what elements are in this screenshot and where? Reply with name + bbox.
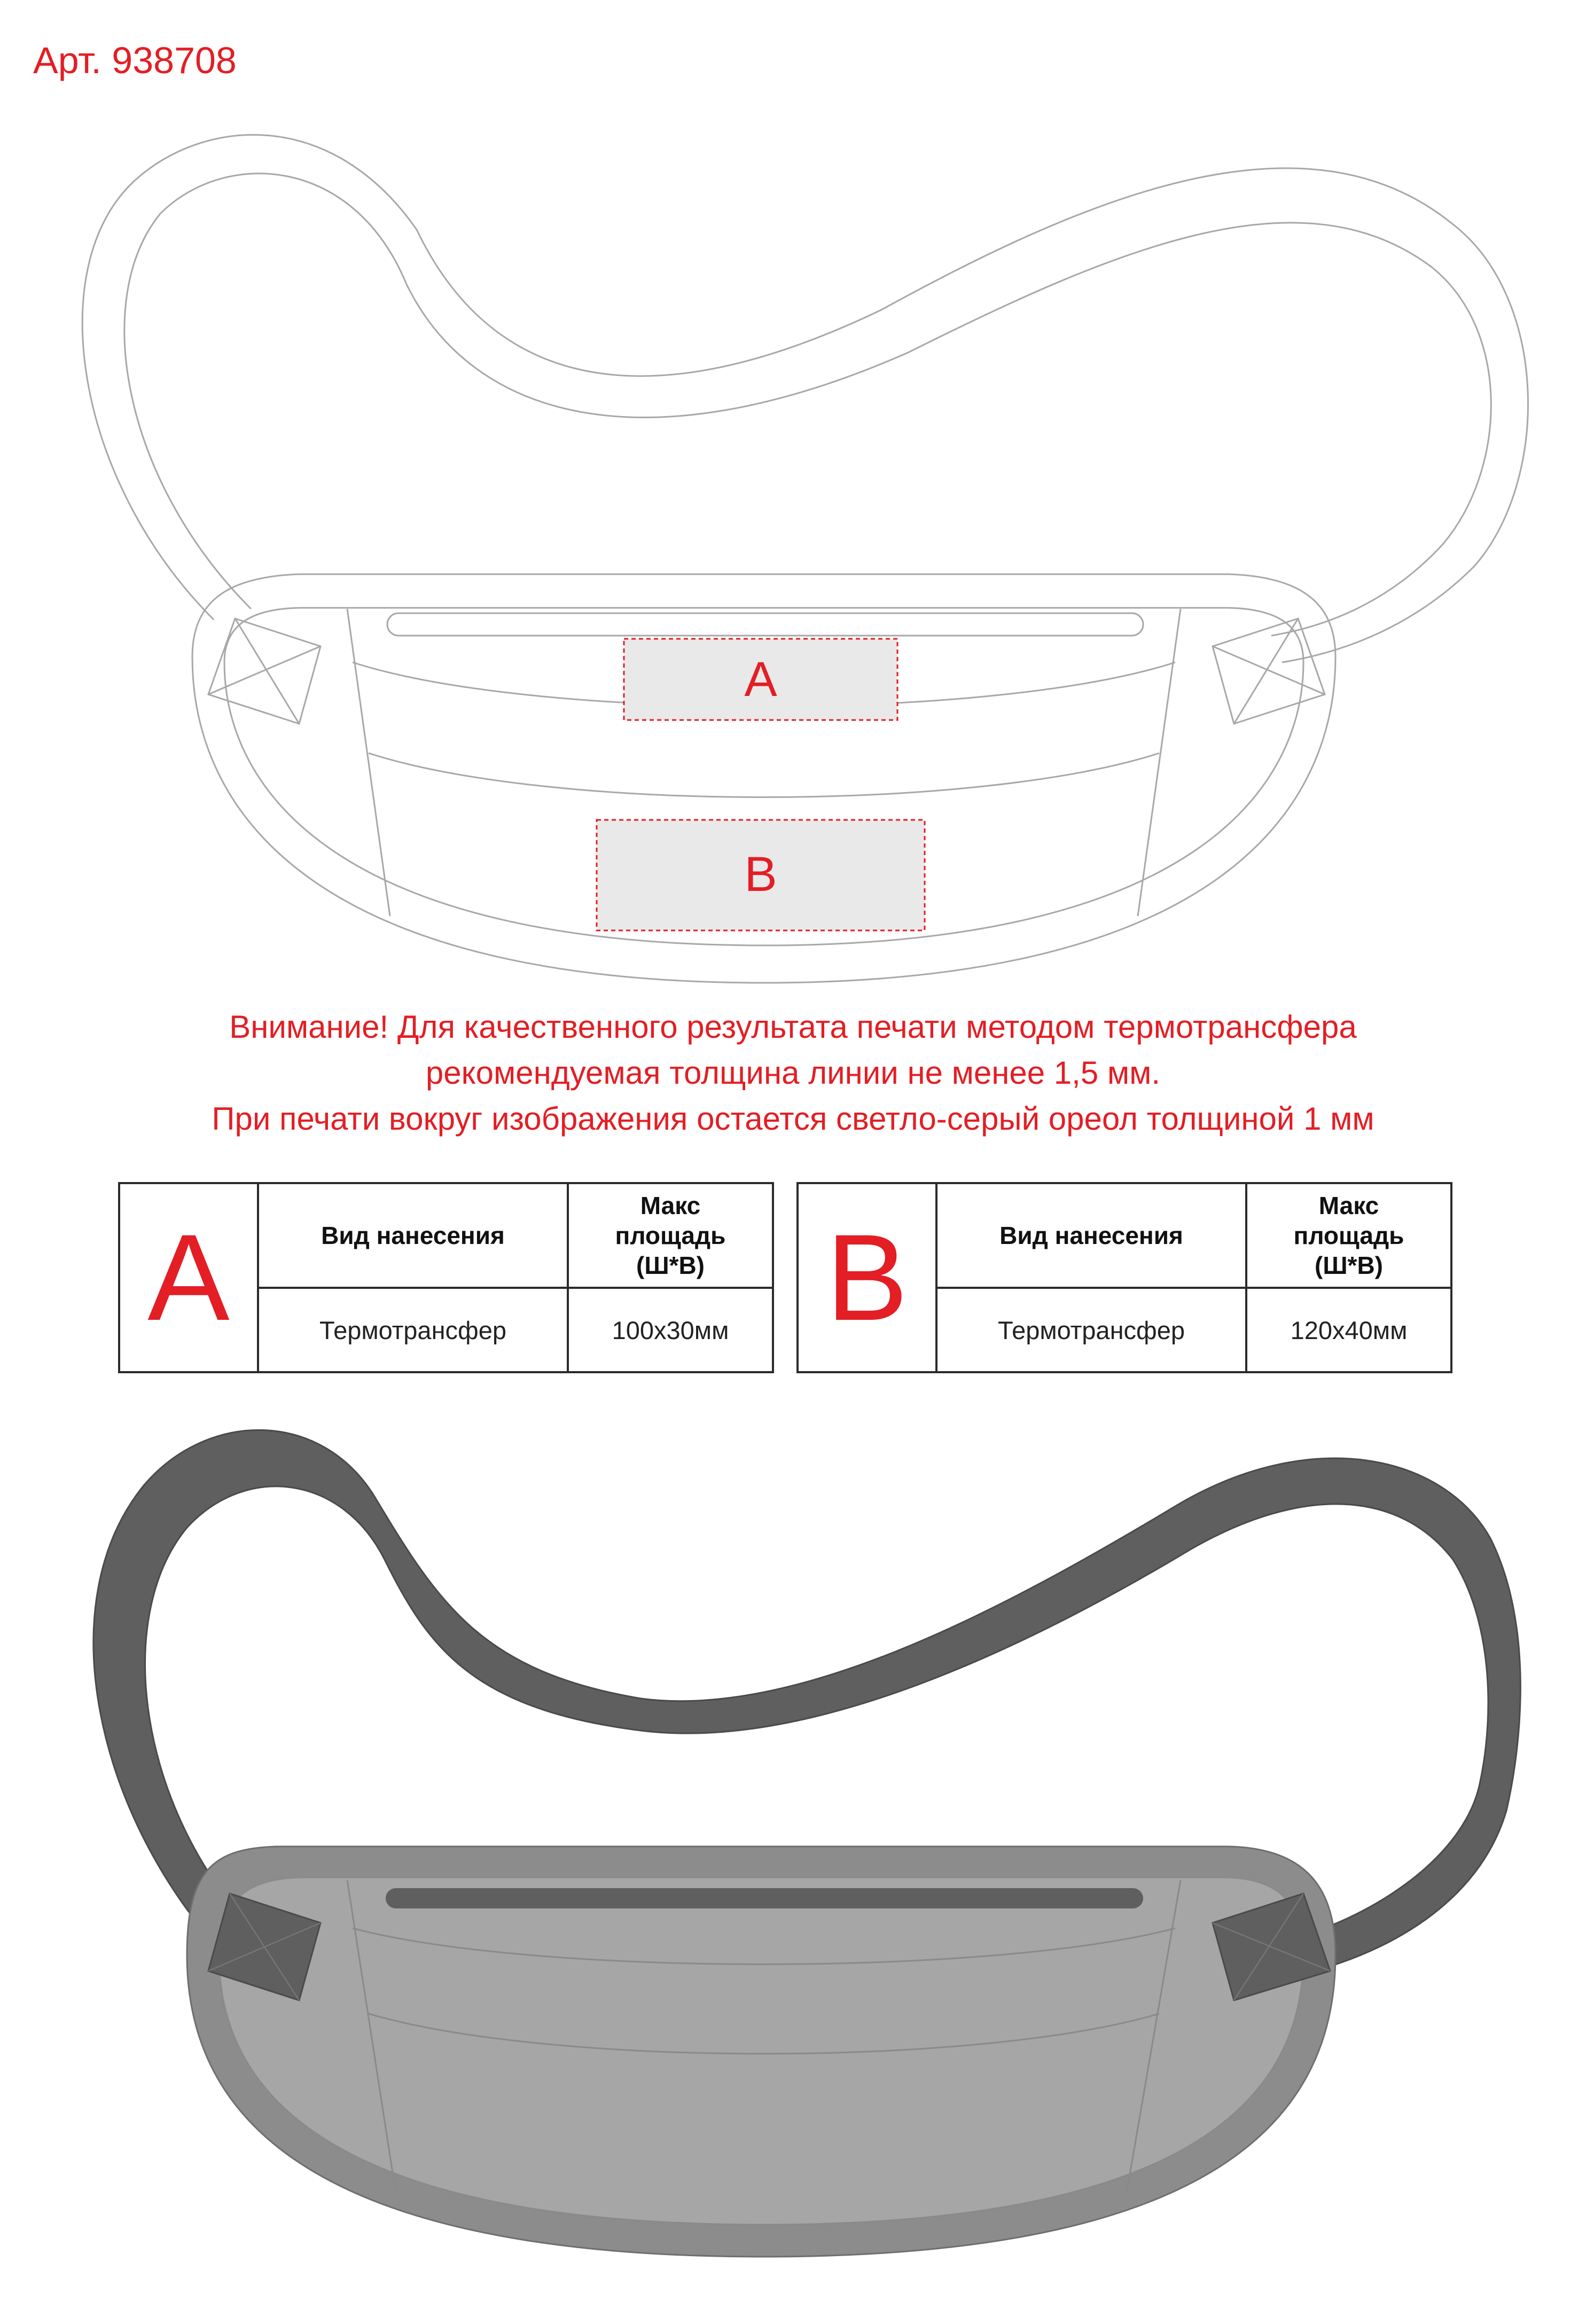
method-value: Термотрансфер (258, 1288, 568, 1372)
strap-outline-outer (82, 135, 1528, 662)
method-header: Вид нанесения (936, 1183, 1246, 1288)
zone-letter-a: A (119, 1183, 258, 1372)
notice-line: Внимание! Для качественного результата печати методом термотрансфера (229, 1009, 1357, 1045)
print-notice (0, 1004, 1586, 1142)
zipper-slot-filled (386, 1888, 1143, 1908)
area-header-line: площадь (615, 1222, 726, 1249)
notice-line: При печати вокруг изображения остается светло-серый ореол толщиной 1 мм (212, 1101, 1374, 1137)
article-number: Арт. 938708 (33, 40, 237, 81)
spec-table-a (118, 1182, 774, 1373)
zipper-slot-outline (387, 613, 1143, 636)
strap-outline-inner (124, 174, 1491, 636)
area-header-line: (Ш*В) (636, 1251, 705, 1279)
area-header-line: площадь (1293, 1222, 1404, 1249)
area-header-line: (Ш*В) (1315, 1251, 1383, 1279)
bag-filled-drawing (0, 1410, 1586, 2318)
area-header (1246, 1183, 1451, 1288)
area-header (568, 1183, 773, 1288)
print-zone-a-label: A (744, 652, 777, 707)
pocket-outline (347, 609, 390, 916)
spec-table-b (796, 1182, 1452, 1373)
area-value: 100х30мм (568, 1288, 773, 1372)
method-value: Термотрансфер (936, 1288, 1246, 1372)
print-zone-b-label: B (744, 847, 777, 902)
area-header-line: Макс (1318, 1192, 1379, 1219)
area-header-line: Макс (640, 1192, 701, 1219)
method-header: Вид нанесения (258, 1183, 568, 1288)
area-value: 120х40мм (1246, 1288, 1451, 1372)
right-connector-outline (1213, 619, 1325, 724)
notice-line: рекомендуемая толщина линии не менее 1,5 мм. (425, 1055, 1161, 1091)
zone-letter-b: B (798, 1183, 936, 1372)
